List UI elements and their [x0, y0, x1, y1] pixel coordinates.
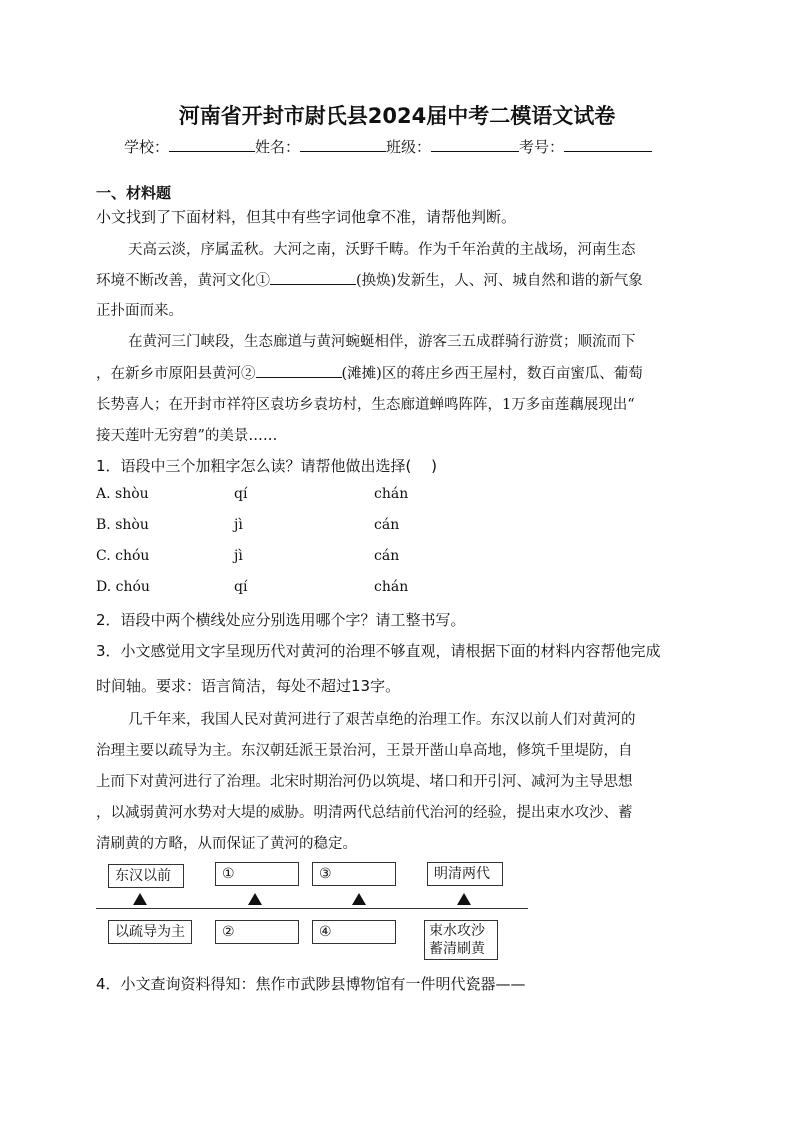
option-a-c: chán — [374, 486, 409, 502]
question-1-stem: 1．语段中三个加粗字怎么读？请帮他做出选择( ) — [96, 457, 438, 475]
option-d[interactable]: D. chóu — [96, 579, 150, 595]
option-c[interactable]: C. chóu — [96, 548, 150, 564]
option-b[interactable]: B. shòu — [96, 517, 149, 533]
name-label: 姓名： — [255, 138, 301, 156]
passage2-line4: 接天莲叶无穷碧”的美景…… — [96, 428, 278, 444]
option-a[interactable]: A. shòu — [96, 486, 149, 502]
option-c-b: jì — [234, 548, 243, 564]
timeline-bottom-1: 以疏导为主 — [108, 920, 192, 944]
passage2-line2-start: ，在新乡市原阳县黄河② — [96, 366, 256, 382]
passage2-line3: 长势喜人；在开封市祥符区袁坊乡袁坊村，生态廊道蝉鸣阵阵，1万多亩莲藕展现出“ — [96, 397, 635, 413]
timeline-top-2[interactable]: ① — [215, 862, 299, 886]
question-2-stem: 2．语段中两个横线处应分别选用哪个字？请工整书写。 — [96, 611, 466, 629]
passage2-line2 — [96, 362, 643, 383]
option-b-b: jì — [234, 517, 243, 533]
timeline-top-4: 明清两代 — [427, 862, 503, 886]
q3-passage-line2: 治理主要以疏导为主。东汉朝廷派王景治河，王景开凿山阜高地，修筑千里堤防，自 — [96, 743, 633, 759]
section-intro: 小文找到了下面材料，但其中有些字词他拿不准，请帮他判断。 — [96, 208, 517, 226]
timeline-marker-2 — [248, 893, 262, 905]
blank-1[interactable] — [270, 270, 356, 285]
timeline-marker-4 — [457, 893, 471, 905]
passage2-line2-end: (滩摊)区的蒋庄乡西王屋村，数百亩蜜瓜、葡萄 — [341, 366, 643, 382]
timeline-bottom-4 — [424, 920, 498, 960]
exam-no-label: 考号： — [519, 138, 565, 156]
student-info-line — [124, 136, 652, 157]
q3-passage-line3: 上而下对黄河进行了治理。北宋时期治河仍以筑堤、堵口和开引河、减河为主导思想 — [96, 774, 633, 790]
question-3-stem-line2: 时间轴。要求：语言简洁，每处不超过13字。 — [96, 677, 401, 695]
timeline-marker-3 — [352, 893, 366, 905]
option-d-c: chán — [374, 579, 409, 595]
q3-passage-line1: 几千年来，我国人民对黄河进行了艰苦卓绝的治理工作。东汉以前人们对黄河的 — [128, 712, 636, 728]
name-field[interactable] — [300, 137, 386, 152]
class-label: 班级： — [386, 138, 432, 156]
option-b-c: cán — [374, 517, 400, 533]
q3-passage-line5: 清刷黄的方略，从而保证了黄河的稳定。 — [96, 836, 357, 852]
passage1-line3: 正扑面而来。 — [96, 303, 183, 319]
passage1-line2-start: 环境不断改善，黄河文化① — [96, 273, 270, 289]
option-c-c: cán — [374, 548, 400, 564]
timeline-bottom-4-line1: 束水攻沙 — [429, 923, 485, 939]
page-title: 河南省开封市尉氏县2024届中考二模语文试卷 — [178, 104, 616, 128]
passage2-line1: 在黄河三门峡段，生态廊道与黄河蜿蜒相伴，游客三五成群骑行游赏；顺流而下 — [128, 334, 636, 350]
timeline-top-3[interactable]: ③ — [312, 862, 396, 886]
option-a-b: qí — [234, 486, 248, 502]
class-field[interactable] — [431, 137, 519, 152]
school-field[interactable] — [169, 137, 255, 152]
timeline-bottom-4-line2: 蓄清刷黄 — [429, 941, 485, 957]
blank-2[interactable] — [256, 363, 342, 378]
timeline-bottom-3[interactable]: ④ — [312, 920, 396, 944]
question-3-stem-line1: 3．小文感觉用文字呈现历代对黄河的治理不够直观，请根据下面的材料内容帮他完成 — [96, 642, 661, 660]
timeline-top-1: 东汉以前 — [108, 864, 184, 888]
timeline-bottom-2[interactable]: ② — [215, 920, 299, 944]
section-heading: 一、材料题 — [96, 184, 172, 202]
passage1-line2-end: (换焕)发新生，人、河、城自然和谐的新气象 — [356, 273, 643, 289]
timeline-marker-1 — [133, 893, 147, 905]
option-d-b: qí — [234, 579, 248, 595]
exam-no-field[interactable] — [564, 137, 652, 152]
passage1-line1: 天高云淡，序属孟秋。大河之南，沃野千畴。作为千年治黄的主战场，河南生态 — [128, 242, 636, 258]
passage1-line2 — [96, 269, 643, 290]
timeline-axis — [96, 908, 528, 909]
q3-passage-line4: ，以减弱黄河水势对大堤的威胁。明清两代总结前代治河的经验，提出束水攻沙、蓄 — [96, 805, 633, 821]
question-4-stem: 4．小文查询资料得知：焦作市武陟县博物馆有一件明代瓷器—— — [96, 975, 526, 993]
school-label: 学校： — [124, 138, 170, 156]
